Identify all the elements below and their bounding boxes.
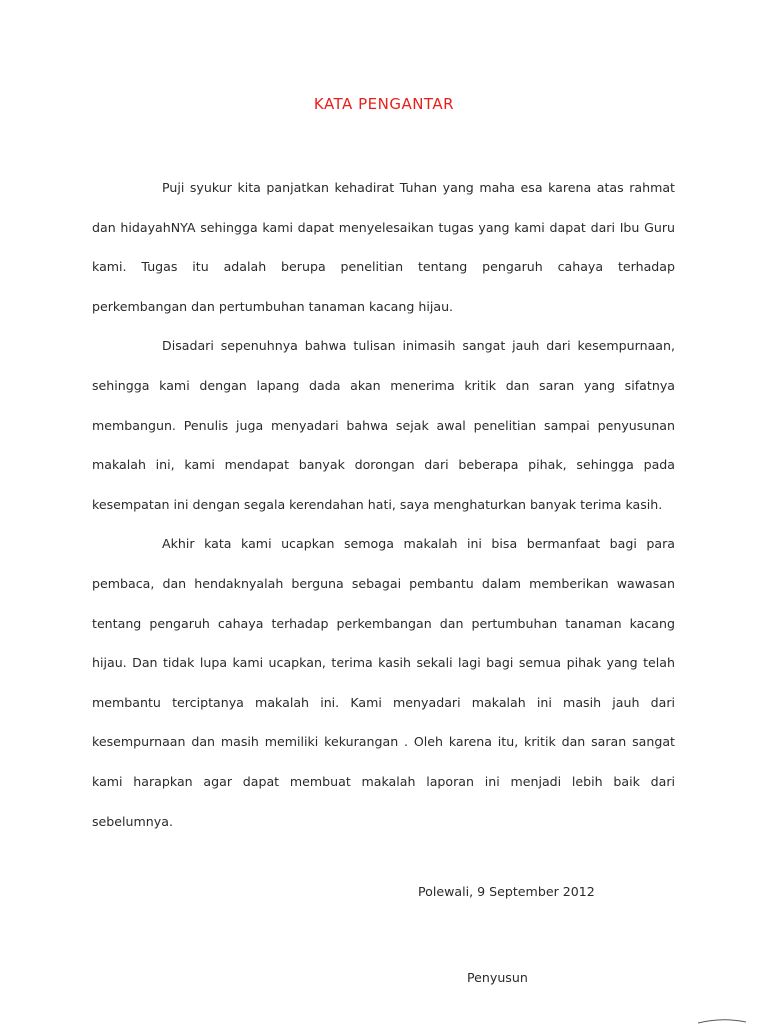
- paragraph-1: Puji syukur kita panjatkan kehadirat Tuhan yang maha esa karena atas rahmat dan hidayahNYA sehingga kami dapat menyelesaikan tugas yang kami dapat dari Ibu Guru kami. Tugas itu adalah berupa penelitian tentang pengaruh cahaya terhadap perkembangan dan pertumbuhan tanaman kacang hijau.: [92, 180, 675, 314]
- paragraph-3: Akhir kata kami ucapkan semoga makalah ini bisa bermanfaat bagi para pembaca, dan hendaknyalah berguna sebagai pembantu dalam memberikan wawasan tentang pengaruh cahaya terhadap perkembangan dan pertumbuhan tanaman kacang hijau. Dan tidak lupa kami ucapkan, terima kasih sekali lagi bagi semua pihak yang telah membantu terciptanya makalah ini. Kami menyadari makalah ini masih jauh dari kesempurnaan dan masih memiliki kekurangan . Oleh karena itu, kritik dan saran sangat kami harapkan agar dapat membuat makalah laporan ini menjadi lebih baik dari sebelumnya.: [92, 536, 675, 829]
- document-body: [92, 168, 675, 841]
- page-curl-icon: [698, 1018, 746, 1024]
- place-date: Polewali, 9 September 2012: [418, 884, 595, 899]
- page-title: KATA PENGANTAR: [313, 95, 455, 113]
- paragraph-2: Disadari sepenuhnya bahwa tulisan inimasih sangat jauh dari kesempurnaan, sehingga kami dengan lapang dada akan menerima kritik dan saran yang sifatnya membangun. Penulis juga menyadari bahwa sejak awal penelitian sampai penyusunan makalah ini, kami mendapat banyak dorongan dari beberapa pihak, sehingga pada kesempatan ini dengan segala kerendahan hati, saya menghaturkan banyak terima kasih.: [92, 338, 675, 512]
- author-signature: Penyusun: [467, 970, 528, 985]
